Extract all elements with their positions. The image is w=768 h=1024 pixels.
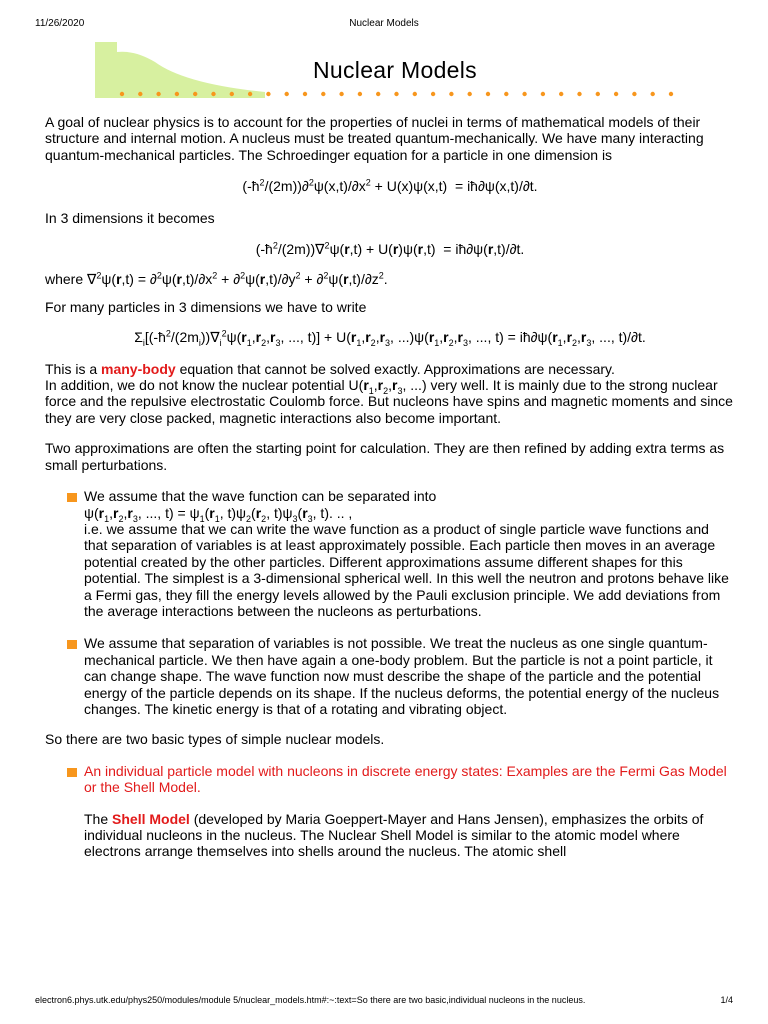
rule-dot <box>596 92 600 96</box>
intro-paragraph: A goal of nuclear physics is to account for the properties of nuclei in terms of mathematical models of their structure and internal motion. A nucleus must be treated quantum-mechanically. We have many interacting quantum-mechanical particles. The Schroedinger equation for a particle in one dimension is <box>45 114 704 163</box>
rule-dot <box>449 92 453 96</box>
print-date: 11/26/2020 <box>35 18 85 29</box>
rule-dot <box>175 92 179 96</box>
schroedinger-1d-equation: $(-ħ^2/(2m))\partial^2\psi(x,t)/\partial x^2 + U(x)\psi(x,t)$ = iħ∂ψ(x,t)/∂t. <box>242 177 538 195</box>
product-wavefunction-equation: $\psi(r_1,r_2,r_3$, ..., $t) = \psi_1(r_1$, $t)\psi_2(r_2$, $t)\psi_3(r_3$, t). .. , <box>84 504 353 524</box>
rule-dot <box>230 92 234 96</box>
page-url: electron6.phys.utk.edu/phys250/modules/module 5/nuclear_models.htm#:~:text=So there are two basic,individual nucleons in the nucleus. <box>35 995 586 1005</box>
rule-dot <box>193 92 197 96</box>
rule-dot <box>522 92 526 96</box>
rule-dot <box>211 92 215 96</box>
rule-dot <box>632 92 636 96</box>
page-number: 1/4 <box>720 995 733 1005</box>
text-run: An individual particle model with nucleons in discrete energy states: Examples are the Fermi Gas Model or the Shell Model. <box>84 762 727 796</box>
laplacian-definition: where $\nabla^2\psi(r,t) = \partial^2\psi(r,t)/\partial x^2 + \partial^2\psi(r,t)/\partial y^2 + \partial^2\psi(r,t)/\partial z^2$. <box>45 270 388 288</box>
rule-dot <box>248 92 252 96</box>
text-run: i.e. we assume that we can write the wave function as a product of single particle wave functions and that separation of variables is at least approximately possible. Each particle then moves in an average potential created by the other particles. Different approximations assume different shapes for this potential. The simplest is a 3-dimensional spherical well. In this well the neutron and protons behave like a Fermi gas, they fill the energy levels allowed by the Pauli exclusion principle. We add deviations from the average interactions between the nucleons as perturbations. <box>84 520 729 619</box>
rule-dot <box>413 92 417 96</box>
list-item <box>45 763 735 796</box>
text-run: ) very well. It is mainly due to the strong nuclear force and the repulsive electrostatic Coulomb force. But nucleons have spins and magnetic moments and since they are very close packed, magnetic interactions also become important. <box>45 377 733 426</box>
text-run: This is a <box>45 360 102 377</box>
rule-dot <box>120 92 124 96</box>
two-types-text: So there are two basic types of simple nuclear models. <box>45 731 385 748</box>
text-run: In addition, we do not know the nuclear potential U( <box>45 377 364 394</box>
shell-model-paragraph <box>45 811 735 860</box>
rule-dot <box>504 92 508 96</box>
rule-dot <box>138 92 142 96</box>
rule-dot <box>669 92 673 96</box>
rule-dot <box>376 92 380 96</box>
where-label: where <box>45 271 84 288</box>
many-body-paragraph: This is a many-body equation that cannot be solved exactly. Approximations are necessary. In addition, we do not know the nuclear potential $U(r_1,r_2,r_3$, ...) very well. It is mainly due to the strong nuclear force and the repulsive electrostatic Coulomb force. But nucleons have spins and magnetic moments and since they are very close packed, magnetic interactions also become important. <box>45 360 733 426</box>
in-3d-text: In 3 dimensions it becomes <box>45 209 215 226</box>
rule-dot <box>559 92 563 96</box>
rule-dot <box>321 92 325 96</box>
text-run: We assume that the wave function can be separated into <box>84 488 437 505</box>
rule-dot <box>577 92 581 96</box>
many-body-term: many-body <box>101 360 176 377</box>
rule-dot <box>651 92 655 96</box>
many-particles-text: For many particles in 3 dimensions we have to write <box>45 298 367 315</box>
text-run: (developed by Maria Goeppert-Mayer and Hans Jensen), emphasizes the orbits of individual nucleons in the nucleus. The Nuclear Shell Model is similar to the atomic model where electrons arrange themselves into shells around the nucleus. The atomic shell <box>84 810 704 860</box>
title-banner <box>95 42 695 104</box>
rule-dot <box>394 92 398 96</box>
rule-dot <box>431 92 435 96</box>
rule-dot <box>486 92 490 96</box>
rule-dot <box>266 92 270 96</box>
rule-dot <box>156 92 160 96</box>
rule-dot <box>614 92 618 96</box>
shell-model-term: Shell Model <box>112 810 190 827</box>
list-item <box>45 488 735 619</box>
rule-dot <box>285 92 289 96</box>
text-run: We assume that separation of variables is not possible. We treat the nucleus as one single quantum-mechanical particle. We then have again a one-body problem. But the particle is not a point particle, it can change shape. The wave function now must describe the shape of the particle and the potential energy of the particle depends on its shape. If the nucleus deforms, the potential energy of the nucleus changes. The kinetic energy is that of a rotating and vibrating object. <box>84 635 720 717</box>
rule-dot <box>358 92 362 96</box>
rule-dot <box>468 92 472 96</box>
rule-dot <box>541 92 545 96</box>
rule-dot <box>339 92 343 96</box>
text-run: The <box>84 810 113 827</box>
print-header-title: Nuclear Models <box>349 18 419 29</box>
list-item <box>45 635 735 717</box>
article-body <box>45 114 735 860</box>
schroedinger-3d-equation: $(-ħ^2/(2m))\nabla^2\psi(r,t) + U(r)\psi(r,t)$ = iħ∂ψ(r,t)/∂t. <box>255 240 525 258</box>
page-title: Nuclear Models <box>313 57 477 83</box>
dotted-rule <box>117 90 677 98</box>
text-run: equation that cannot be solved exactly. Approximations are necessary. <box>175 360 615 377</box>
rule-dot <box>303 92 307 96</box>
two-approximations-text: Two approximations are often the starting point for calculation. They are then refined by adding extra terms as small perturbations. <box>45 440 725 473</box>
orange-bullet-icon <box>67 493 77 502</box>
many-body-equation: $\Sigma_i[(-ħ^2/(2m_i))\nabla_i^2\psi(r_1,r_2,r_3$, ..., $t)] + U(r_1,r_2,r_3$, $...)\psi(r_1,r_2,r_3$, ..., $t) = iħ\partial\psi(r_1,r_2,r_3$, ..., t)/∂t. <box>134 328 646 349</box>
orange-bullet-icon <box>67 768 77 777</box>
orange-bullet-icon <box>67 640 77 649</box>
